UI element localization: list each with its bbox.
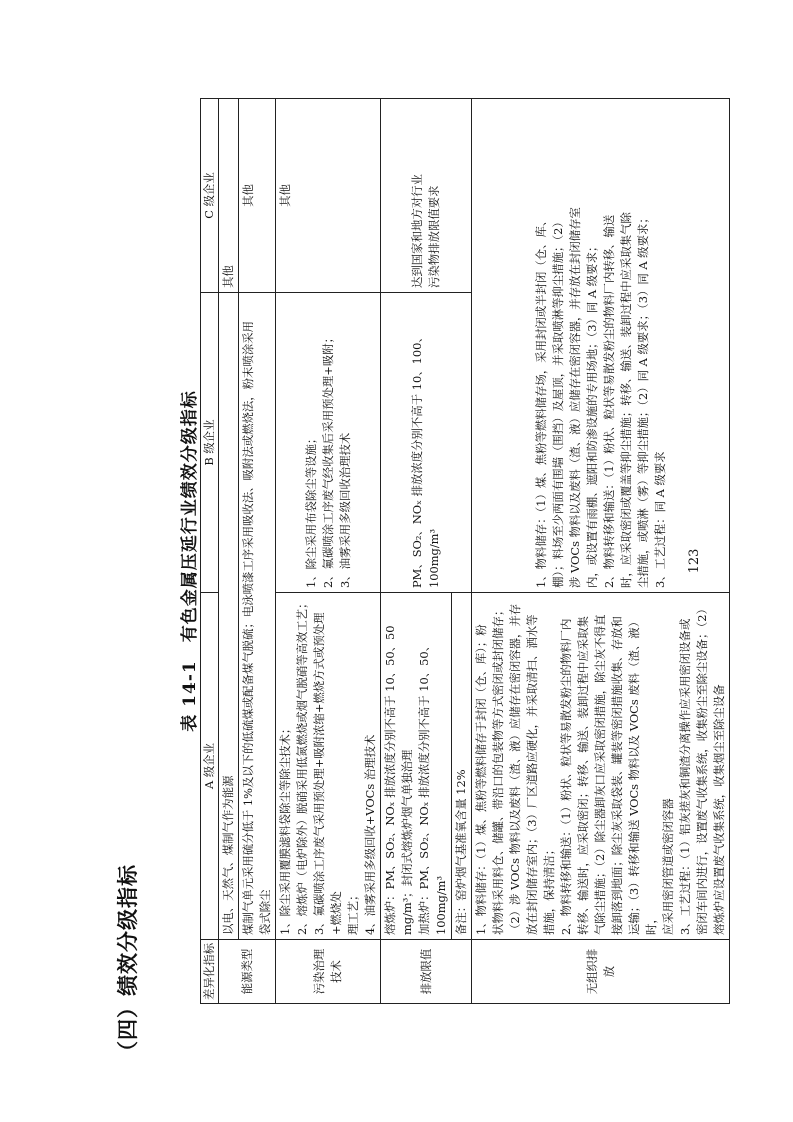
emission-b-text [381,293,472,593]
emission-b-line: 100mg/m³ [427,528,441,588]
unorganized-a-line: 气除尘措施；（2）除尘器卸灰口应采取密闭措施，除尘灰不得直 [593,614,607,935]
unorganized-a-line: 放在封闭储存室内；（3）厂区道路应硬化，并采取清扫、洒水等 [525,614,539,935]
unorganized-a-line: 3、工艺过程：（1）铝灰搓灰和铜渣分离操作应采用密闭设备或 [678,618,692,935]
unorganized-a-line: 措施，保持清洁； [542,843,556,935]
pollution-b-line: 1、除尘采用布袋除尘等设施； [303,432,318,588]
row-energy-type [219,98,239,1003]
pollution-a-line: 1、除尘采用覆膜滤料袋除尘等除尘技术； [278,722,292,935]
label-energy-type: 能源类型 [219,940,276,1004]
header-grade-a: A 级企业 [201,593,219,940]
pollution-b-text [276,293,381,593]
emission-a-line: 加热炉：PM、SO₂、NOₓ 排放浓度分别不高于 10、50、100mg/m³ [417,639,448,935]
unorganized-a-line: 状物料采用料仓、储罐、带沿口的包装物等方式密闭或封闭储存； [491,604,505,935]
emission-a-note: 备注：窑炉烟气基准氧含量 12% [452,593,472,940]
unorganized-b-line: 2、物料转移和输送：（1）粉状、粒状等易散发粉尘的物料厂内转移、输送 [601,214,616,588]
unorganized-a-line: 接卸落到地面；除尘灰采取袋装、罐装等密闭措施收集、存放和 [610,616,624,935]
energy-a-text: 以电、天然气、煤制气作为能源 [219,293,239,940]
unorganized-a-line: 1、物料储存：（1）煤、焦粉等燃料储存于封闭（仓、库）；粉 [474,624,488,935]
label-pollution-control: 污染治理技术 [276,940,381,1004]
pollution-a-line: 2、熔炼炉（电炉除外）脱硝采用低氮燃烧或烟气脱硝等高效工艺； [295,597,309,935]
row-pollution-control [276,98,381,1003]
emission-c-line: 污染物排放限值要求 [427,185,441,288]
unorganized-b-line: 尘措施，或喷淋（雾）等抑尘措施；（2）同 A 级要求；（3）同 A 级要求； [635,212,650,588]
unorganized-b-line: 时，应采取密闭或覆盖等抑尘措施；转移、输送、装卸过程中应采取集气除 [618,212,633,588]
label-unorganized-emissions: 无组织排放 [472,940,730,1004]
pollution-a-text [276,593,381,940]
row-energy-type-2 [239,98,276,1003]
performance-grading-table [200,98,730,1004]
header-indicator: 差异化指标 [201,940,219,1004]
label-emission-limits: 排放限值 [381,940,472,1004]
pollution-a-line: 理工艺； [346,889,360,935]
energy-a-detail [239,293,276,940]
energy-a-line: 煤制气单元采用硫分低于 1%及以下的低硫煤或配备煤气脱硫；电泳喷漆工序采用吸收法、吸附法或燃烧法，粉末喷涂采用 [241,320,255,935]
unorganized-a-line: 转移、输送时，应采取密闭；转移、输送、装卸过程中应采取集 [576,616,590,935]
pollution-a-line: 4、油雾采用多级回收+VOCs 治理技术 [363,734,377,935]
unorganized-a-line: 2、物料转移和输送：（1）粉状、粒状等易散发粉尘的物料厂内 [559,618,573,935]
unorganized-a-line: 密闭车间内进行，设置废气收集系统，收集粉尘至除尘设备；（2） [695,603,709,935]
page-number: 123 [687,548,702,574]
pollution-a-line: 3、氟碳喷涂工序废气采用预处理+吸附浓缩+燃烧方式或预处理+燃烧处 [312,612,343,935]
unorganized-a-line: 熔炼炉应设置废气收集系统，收集烟尘至除尘设备 [712,684,726,935]
unorganized-a-line: （2）涉 VOCs 物料以及废料（渣、液）应储存在密闭容器，并存 [508,603,522,935]
unorganized-b-line: 1、物料储存：（1）煤、焦粉等燃料储存场，采用封闭或半封闭（仓、库、 [533,214,548,588]
unorganized-b-line: 棚）；料场至少两面有围墙（围挡）及屋顶，并采取喷淋等抑尘措施；（2） [550,216,565,588]
pollution-b-line: 2、氟碳喷涂工序废气经收集后采用预处理+吸附； [320,332,335,588]
unorganized-b-line: 内，或设置有雨棚、遮阳和防渗设施的专用场地；（3）同 A 级要求； [584,240,599,588]
energy-c-text: 其他 [219,98,239,292]
row-emission-limits [381,98,452,1003]
emission-a-text [381,593,452,940]
emission-c-text [381,98,472,292]
unorganized-b-line: 3、工艺过程：同 A 级要求 [652,451,667,588]
emission-a-line: 熔炼炉：PM、SO₂、NOₓ 排放浓度分别不高于 10、50、50 mg/m³；封闭式熔炼炉烟气单独治理 [383,625,414,935]
energy-a-line: 袋式除尘 [258,889,272,935]
unorganized-b-line: 涉 VOCs 物料以及废料（渣、液）应储存在密闭容器，并存放在封闭储存室 [567,207,582,588]
emission-c-line: 达到国家和地方对行业 [410,174,424,288]
pollution-b-line: 3、油雾采用多级回收治理技术 [337,432,352,588]
section-heading: （四）绩效分级指标 [115,864,140,1062]
unorganized-a-line: 运输；（3）转移和输送 VOCs 物料以及 VOCs 废料（渣、液）时， [627,615,658,935]
pollution-c-text: 其他 [276,98,381,292]
header-grade-b: B 级企业 [201,293,219,593]
header-grade-c: C 级企业 [201,98,219,292]
unorganized-a-line: 应采用密闭管道或密闭容器 [661,798,675,935]
energy-c-detail: 其他 [239,98,276,292]
emission-b-line: PM、SO₂、NOₓ 排放浓度分别不高于 10、100、 [410,331,424,588]
table-title: 表 14-1 有色金属压延行业绩效分级指标 [180,390,200,732]
table-header-row [201,98,219,1003]
